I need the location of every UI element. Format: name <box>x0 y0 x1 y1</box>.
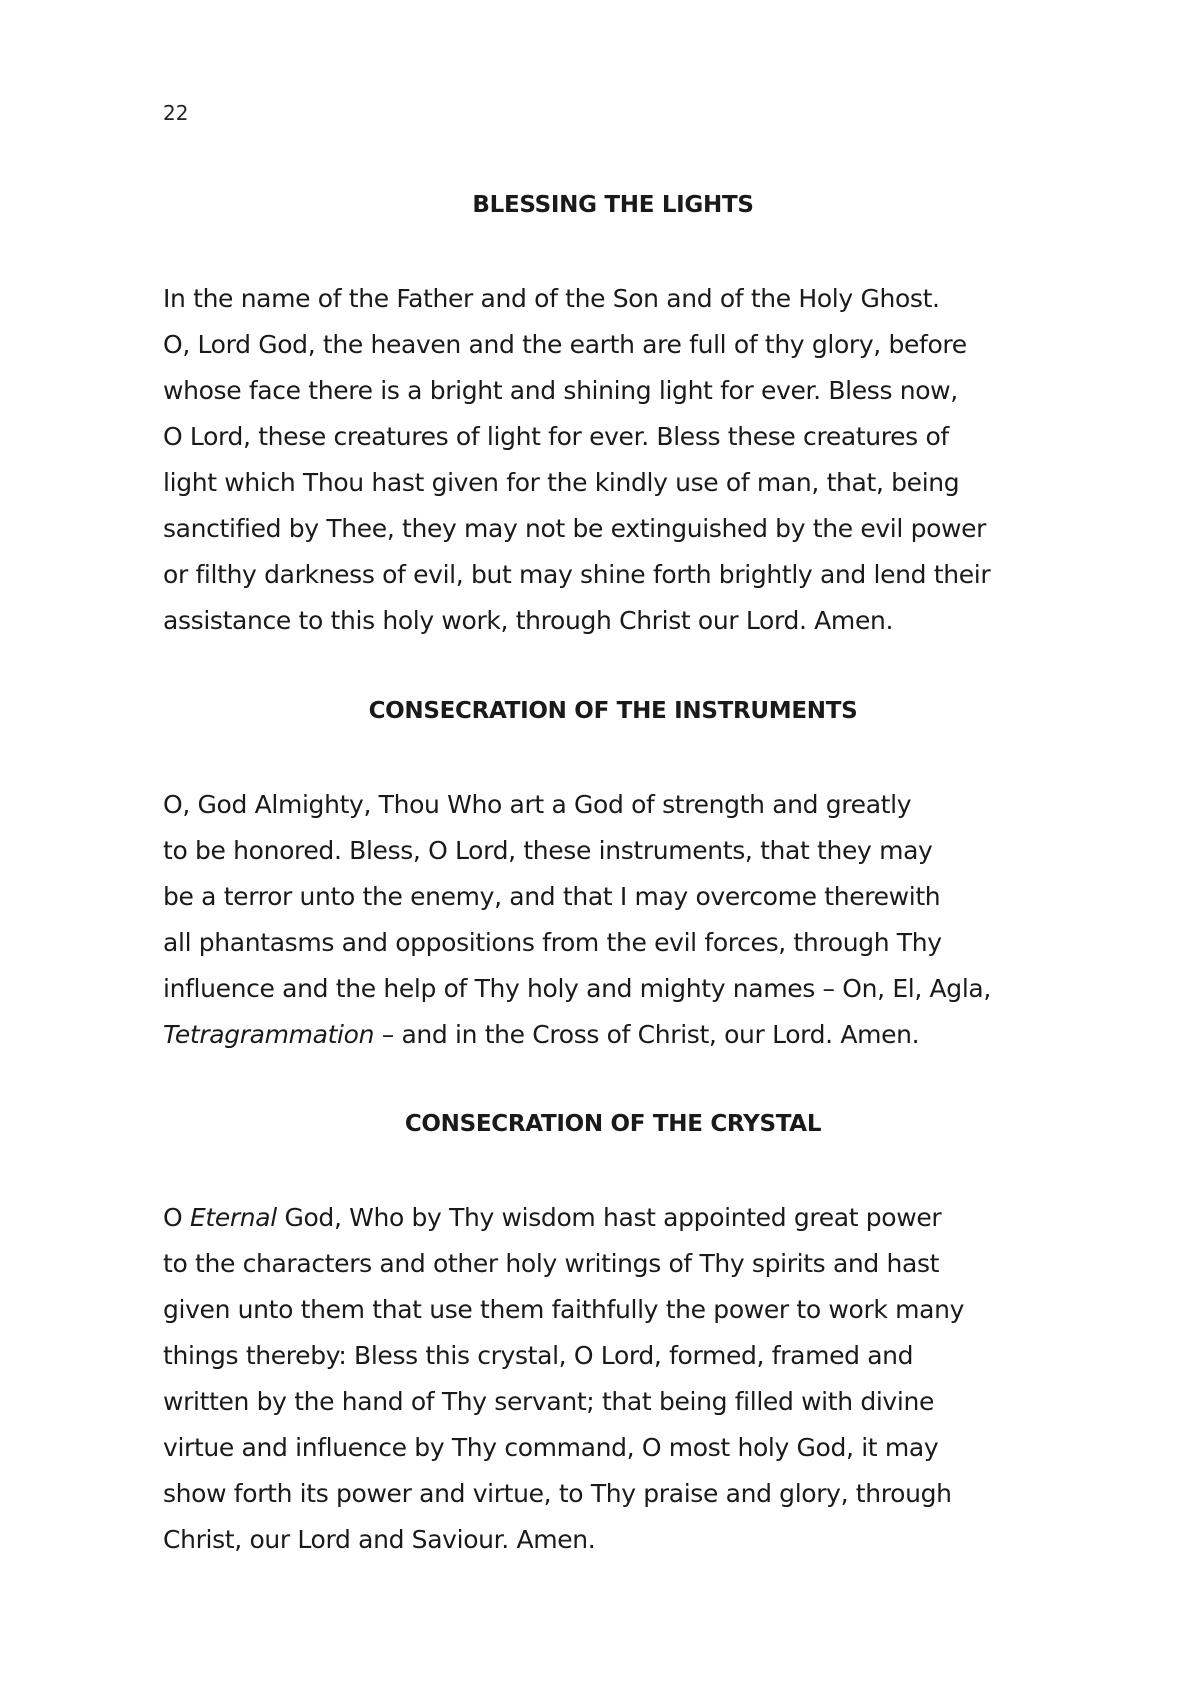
text-line <box>163 782 1063 828</box>
text-segment: sanctified by Thee, they may not be extinguished by the evil power <box>163 514 987 543</box>
page-number: 22 <box>163 101 189 125</box>
text-segment: things thereby: Bless this crystal, O Lord, formed, framed and <box>163 1341 914 1370</box>
text-segment: O, God Almighty, Thou Who art a God of strength and greatly <box>163 790 912 819</box>
italic-term: Eternal <box>189 1203 277 1232</box>
text-line <box>163 552 1063 598</box>
text-line <box>163 414 1063 460</box>
text-line <box>163 322 1063 368</box>
section-title: BLESSING THE LIGHTS <box>472 192 754 218</box>
text-segment: O <box>163 1203 190 1232</box>
text-segment: assistance to this holy work, through Christ our Lord. Amen. <box>163 606 894 635</box>
italic-term: Tetragrammation <box>163 1020 375 1049</box>
text-line <box>163 1012 1063 1058</box>
text-line <box>163 1425 1063 1471</box>
text-segment: Christ, our Lord and Saviour. Amen. <box>163 1525 596 1554</box>
section-title: CONSECRATION OF THE INSTRUMENTS <box>368 698 858 724</box>
text-segment: to be honored. Bless, O Lord, these instruments, that they may <box>163 836 933 865</box>
text-segment: to the characters and other holy writings of Thy spirits and hast <box>163 1249 940 1278</box>
section-consecration-of-the-instruments <box>163 696 1063 1058</box>
section-blessing-the-lights <box>163 190 1063 644</box>
text-segment: O, Lord God, the heaven and the earth are full of thy glory, before <box>163 330 967 359</box>
text-segment: – and in the Cross of Christ, our Lord. Amen. <box>374 1020 920 1049</box>
text-segment: whose face there is a bright and shining light for ever. Bless now, <box>163 376 958 405</box>
text-segment: written by the hand of Thy servant; that being filled with divine <box>163 1387 935 1416</box>
text-line <box>163 828 1063 874</box>
text-segment: given unto them that use them faithfully the power to work many <box>163 1295 965 1324</box>
text-segment: God, Who by Thy wisdom hast appointed great power <box>276 1203 942 1232</box>
text-line <box>163 598 1063 644</box>
text-line <box>163 1517 1063 1563</box>
text-line <box>163 874 1063 920</box>
text-line <box>163 276 1063 322</box>
text-line <box>163 1241 1063 1287</box>
text-segment: be a terror unto the enemy, and that I may overcome therewith <box>163 882 941 911</box>
section-body <box>163 276 1063 644</box>
text-segment: virtue and influence by Thy command, O most holy God, it may <box>163 1433 939 1462</box>
text-line <box>163 1195 1063 1241</box>
section-body <box>163 782 1063 1058</box>
text-segment: show forth its power and virtue, to Thy praise and glory, through <box>163 1479 952 1508</box>
text-line <box>163 460 1063 506</box>
text-line <box>163 1287 1063 1333</box>
text-segment: influence and the help of Thy holy and mighty names – On, El, Agla, <box>163 974 991 1003</box>
section-consecration-of-the-crystal <box>163 1109 1063 1563</box>
text-line <box>163 1333 1063 1379</box>
text-line <box>163 506 1063 552</box>
text-line <box>163 368 1063 414</box>
text-segment: light which Thou hast given for the kindly use of man, that, being <box>163 468 960 497</box>
text-line <box>163 966 1063 1012</box>
text-line <box>163 1379 1063 1425</box>
text-line <box>163 1471 1063 1517</box>
section-title: CONSECRATION OF THE CRYSTAL <box>404 1111 822 1137</box>
text-line <box>163 920 1063 966</box>
text-segment: In the name of the Father and of the Son and of the Holy Ghost. <box>163 284 940 313</box>
section-body <box>163 1195 1063 1563</box>
text-segment: all phantasms and oppositions from the evil forces, through Thy <box>163 928 942 957</box>
text-segment: O Lord, these creatures of light for ever. Bless these creatures of <box>163 422 949 451</box>
text-segment: or filthy darkness of evil, but may shine forth brightly and lend their <box>163 560 991 589</box>
